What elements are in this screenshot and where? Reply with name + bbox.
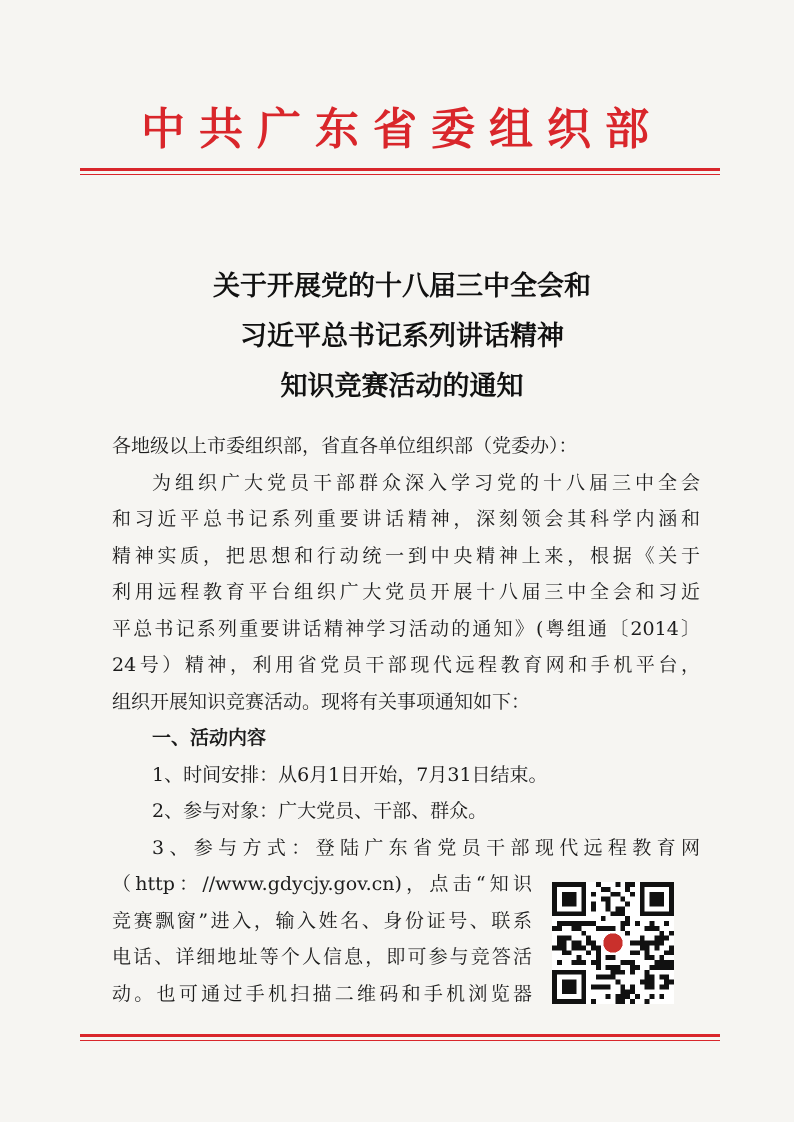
paragraph-line: 竞赛飘窗”进入，输入姓名、身份证号、联系 — [112, 909, 532, 932]
paragraph-line: （http：//www.gdycjy.gov.cn)，点击“知识 — [112, 873, 532, 895]
section-heading: 一、活动内容 — [152, 727, 267, 749]
title-line-2: 习近平总书记系列讲话精神 — [240, 321, 564, 352]
paragraph-line: 为组织广大党员干部群众深入学习党的十八届三中全会 — [152, 471, 700, 494]
title-line-1: 关于开展党的十八届三中全会和 — [213, 271, 591, 302]
paragraph-line: 电话、详细地址等个人信息，即可参与竞答活 — [112, 946, 532, 968]
title-line-3: 知识竞赛活动的通知 — [280, 371, 524, 402]
paragraph-line: 和习近平总书记系列重要讲话精神，深刻领会其科学内涵和 — [112, 508, 700, 530]
header-red-rule-thick — [80, 168, 720, 171]
paragraph-line: 组织开展知识竞赛活动。现将有关事项通知如下： — [112, 690, 531, 713]
list-item: 2、参与对象：广大党员、干部、群众。 — [152, 800, 488, 822]
paragraph-line: 精神实质，把思想和行动统一到中央精神上来，根据《关于 — [112, 544, 700, 567]
paragraph-line: 24号）精神，利用省党员干部现代远程教育网和手机平台， — [112, 654, 700, 676]
footer-red-rule-thin — [80, 1040, 720, 1041]
issuing-organization-header: 中共广东省委组织部 — [141, 104, 663, 155]
list-item: 3、参与方式：登陆广东省党员干部现代远程教育网 — [152, 836, 700, 859]
list-item: 1、时间安排：从6月1日开始，7月31日结束。 — [152, 763, 548, 786]
paragraph-line: 动。也可通过手机扫描二维码和手机浏览器 — [112, 982, 532, 1005]
document-title — [82, 262, 722, 412]
paragraph-line: 平总书记系列重要讲话精神学习活动的通知》(粤组通〔2014〕 — [112, 617, 700, 640]
header-red-rule-thin — [80, 174, 720, 175]
paragraph-line: 利用远程教育平台组织广大党员开展十八届三中全会和习近 — [112, 581, 700, 603]
footer-red-rule-thick — [80, 1034, 720, 1037]
salutation: 各地级以上市委组织部，省直各单位组织部（党委办）： — [112, 435, 578, 457]
qr-code-icon — [552, 882, 674, 1004]
